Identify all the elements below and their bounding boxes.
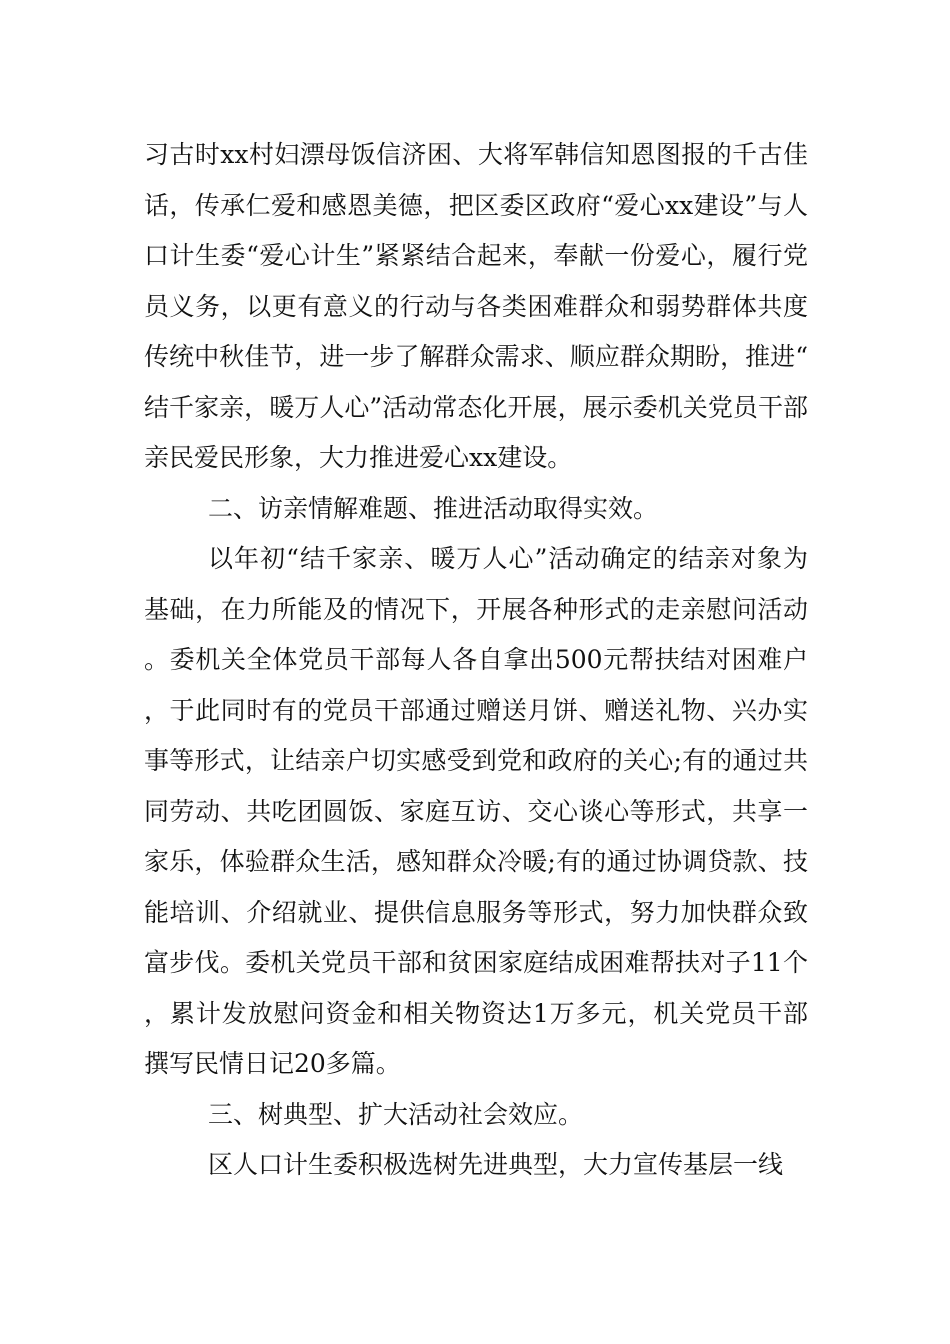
section-heading-3: 三、树典型、扩大活动社会效应。 (208, 1099, 584, 1129)
paragraph-intro-continuation: 习古时xx村妇漂母饭信济困、大将军韩信知恩图报的千古佳话，传承仁爱和感恩美德，把区委区政府“爱心xx建设”与人口计生委“爱心计生”紧紧结合起来，奉献一份爱心，履行党员义务，以更有意义的行动与各类困难群众和弱势群体共度传统中秋佳节，进一步了解群众需求、顺应群众期盼，推进“结千家亲，暖万人心”活动常态化开展，展示委机关党员干部亲民爱民形象，大力推进爱心xx建设。 (144, 140, 808, 472)
section-heading-2: 二、访亲情解难题、推进活动取得实效。 (208, 493, 659, 523)
paragraph-section-3-body: 区人口计生委积极选树先进典型，大力宣传基层一线 (208, 1150, 784, 1179)
paragraph-section-2-body: 以年初“结千家亲、暖万人心”活动确定的结亲对象为基础，在力所能及的情况下，开展各种形式的走亲慰问活动。委机关全体党员干部每人各自拿出500元帮扶结对困难户，于此同时有的党员干部通过赠送月饼、赠送礼物、兴办实事等形式，让结亲户切实感受到党和政府的关心;有的通过共同劳动、共吃团圆饭、家庭互访、交心谈心等形式，共享一家乐，体验群众生活，感知群众冷暖;有的通过协调贷款、技能培训、介绍就业、提供信息服务等形式，努力加快群众致富步伐。委机关党员干部和贫困家庭结成困难帮扶对子11个，累计发放慰问资金和相关物资达1万多元，机关党员干部撰写民情日记20多篇。 (144, 544, 808, 1078)
document-body (144, 130, 808, 1191)
